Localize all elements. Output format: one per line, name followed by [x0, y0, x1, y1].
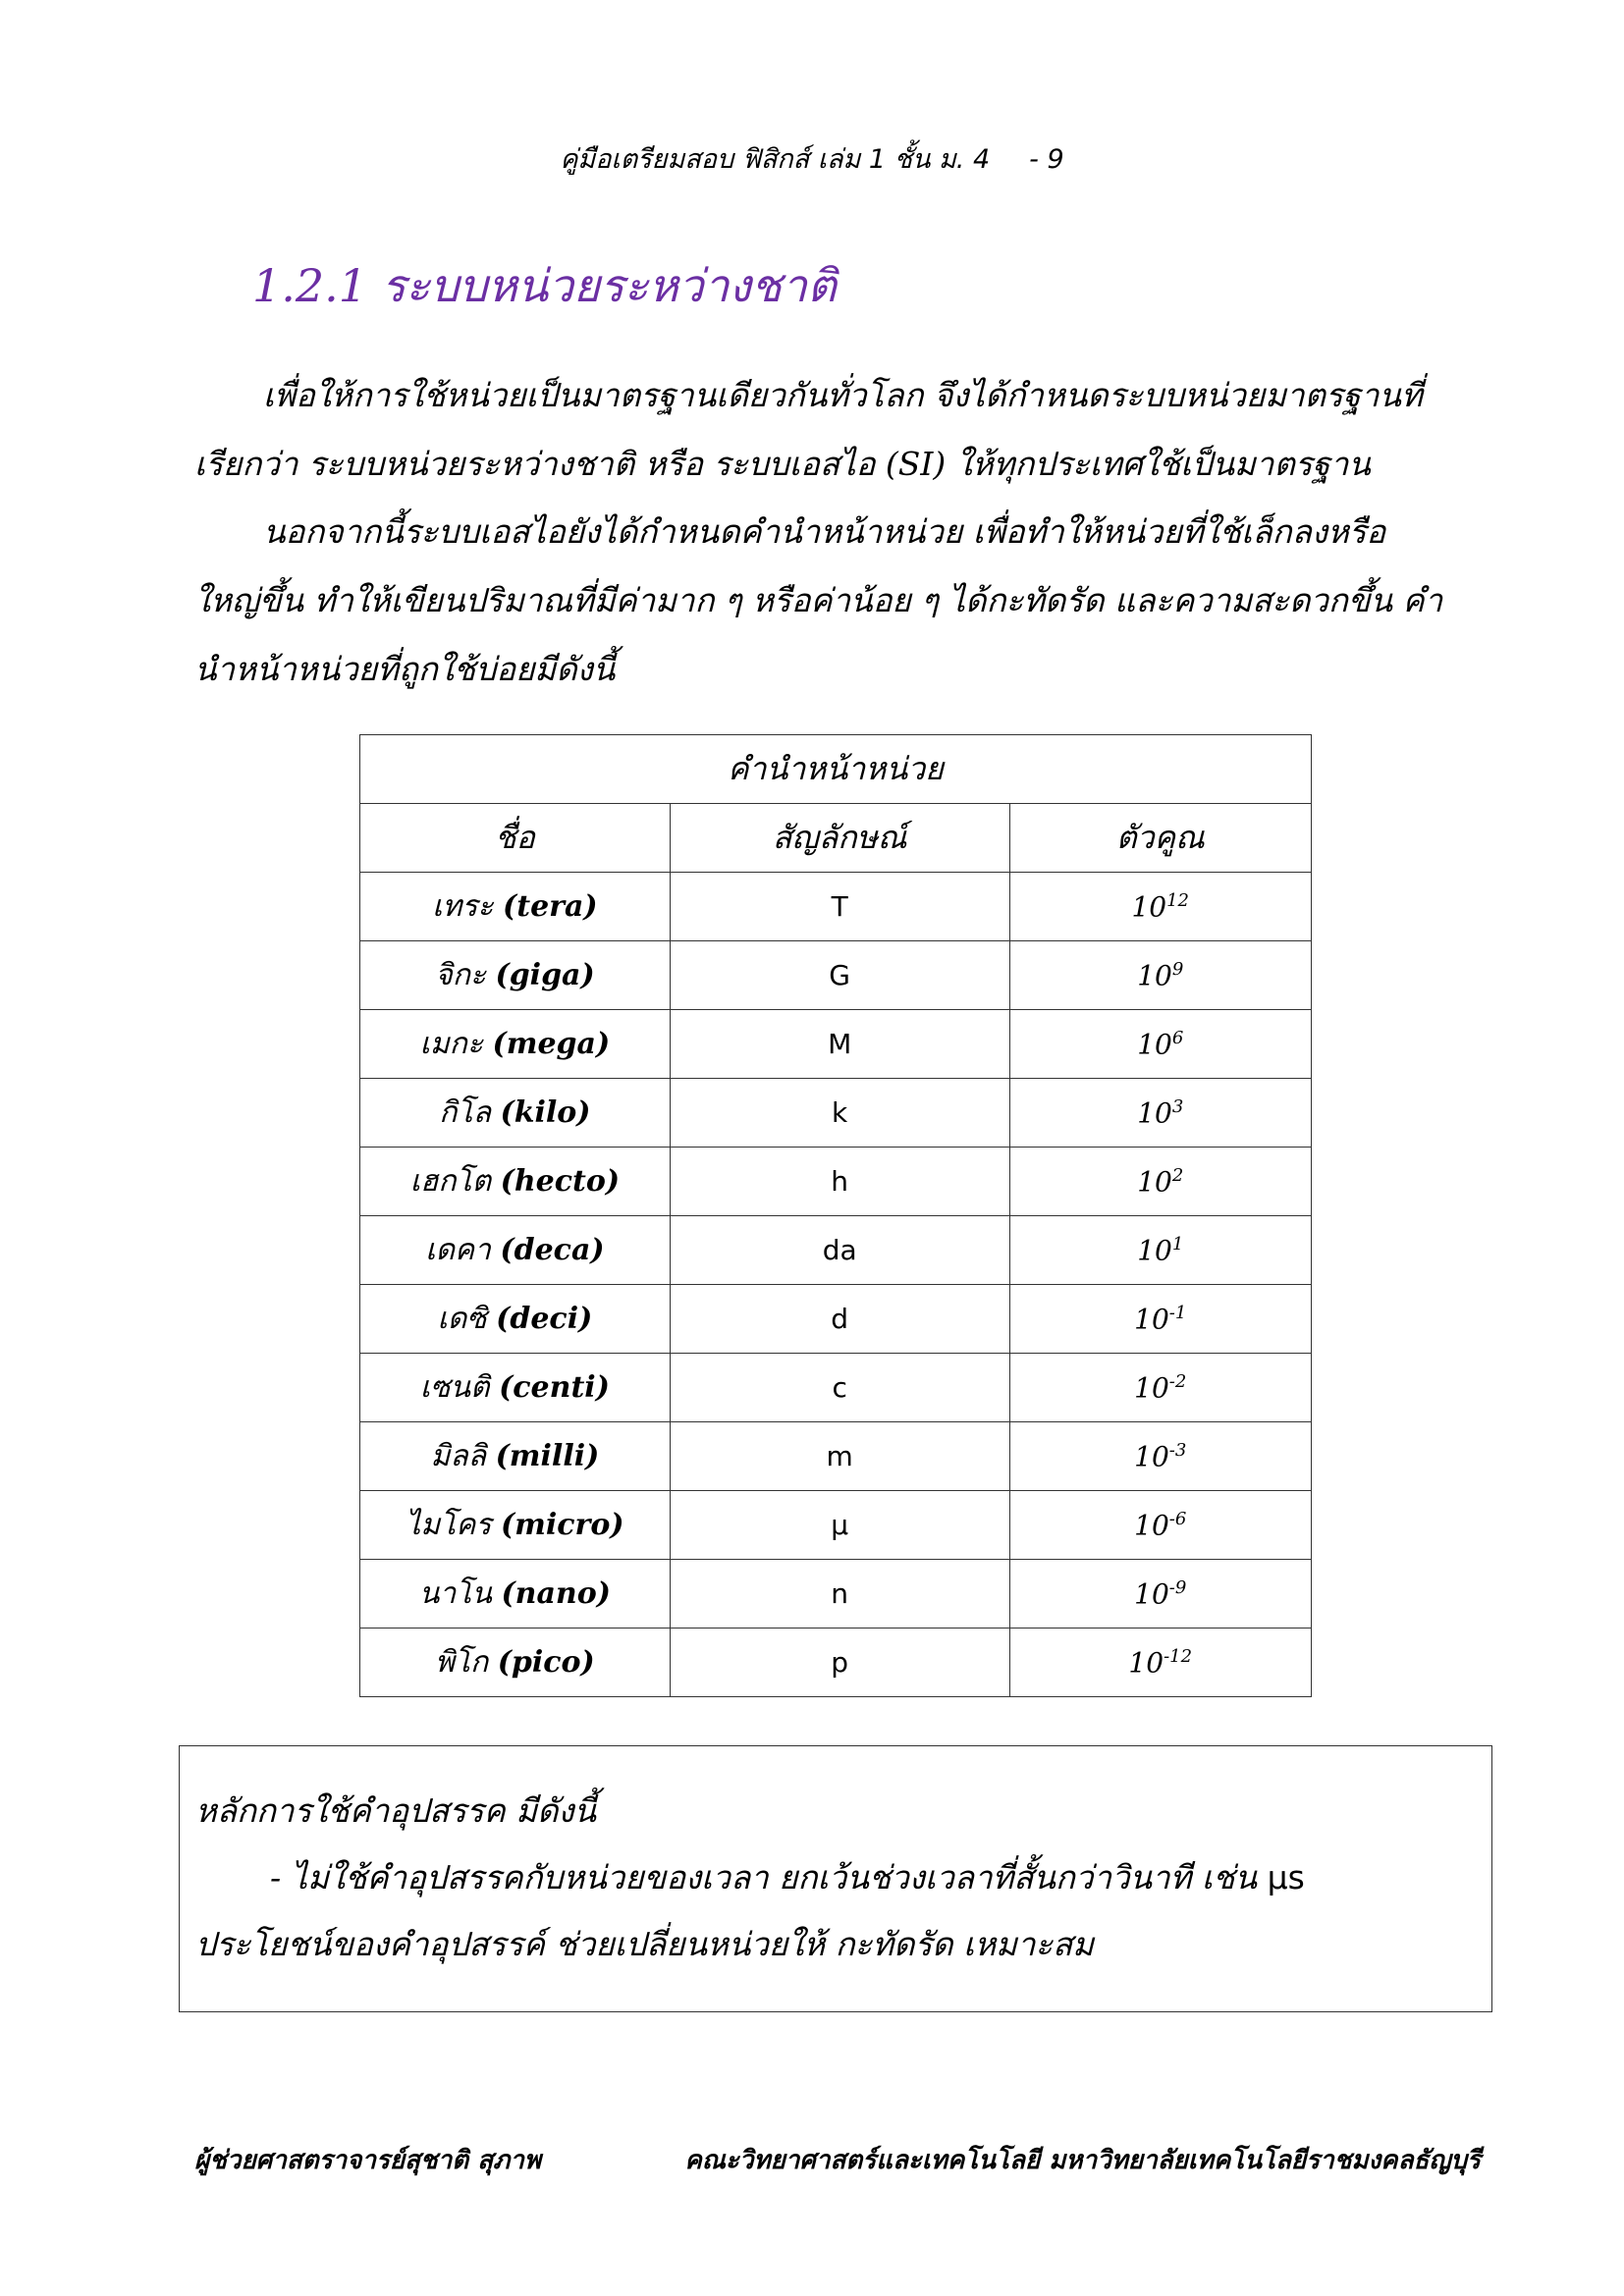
prefix-name-english: (nano) — [501, 1576, 611, 1611]
prefix-name-english: (micro) — [500, 1508, 624, 1542]
multiplier-exponent: 12 — [1166, 889, 1190, 911]
prefix-multiplier — [1009, 1010, 1312, 1079]
note-bullet-text: - ไม่ใช้คำอุปสรรคกับหน่วยของเวลา ยกเว้นช่วงเวลาที่สั้นกว่าวินาที เช่น — [270, 1858, 1258, 1896]
section-title: 1.2.1 ระบบหน่วยระหว่างชาติ — [252, 259, 837, 312]
multiplier-base: 10 — [1134, 1509, 1169, 1542]
multiplier-exponent: 3 — [1171, 1095, 1184, 1117]
paragraph-line: นำหน้าหน่วยที่ถูกใช้บ่อยมีดังนี้ — [194, 650, 616, 688]
prefix-name-thai: เซนติ — [419, 1370, 490, 1405]
prefix-symbol: k — [670, 1079, 1009, 1148]
page-number: - 9 — [1029, 144, 1064, 175]
prefix-name-thai: เดซิ — [437, 1302, 487, 1336]
prefix-multiplier — [1009, 1422, 1312, 1491]
prefix-name-english: (centi) — [499, 1370, 610, 1405]
prefix-name-cell — [360, 1079, 671, 1148]
prefix-name-thai: มิลลิ — [430, 1439, 487, 1473]
prefix-name-thai: นาโน — [418, 1576, 492, 1611]
prefix-name-english: (hecto) — [500, 1164, 621, 1199]
usage-note-box — [179, 1745, 1492, 2012]
table-row — [360, 941, 1312, 1010]
table-row — [360, 1079, 1312, 1148]
multiplier-base: 10 — [1137, 959, 1172, 992]
multiplier-exponent: 2 — [1171, 1164, 1184, 1186]
multiplier-base: 10 — [1128, 1646, 1164, 1680]
prefix-name-thai: เทระ — [432, 889, 494, 924]
multiplier-base: 10 — [1134, 1577, 1169, 1611]
prefix-name-english: (deci) — [496, 1302, 593, 1336]
prefix-name-thai: พิโก — [435, 1645, 489, 1680]
prefix-multiplier — [1009, 1560, 1312, 1629]
prefix-name-cell — [360, 1216, 671, 1285]
prefix-multiplier — [1009, 1285, 1312, 1354]
table-row — [360, 1491, 1312, 1560]
prefix-name-cell — [360, 873, 671, 941]
table-row — [360, 1560, 1312, 1629]
prefix-name-cell — [360, 1010, 671, 1079]
prefix-multiplier — [1009, 1079, 1312, 1148]
prefix-name-english: (tera) — [503, 889, 598, 924]
table-row — [360, 1216, 1312, 1285]
note-benefit: ประโยชน์ของคำอุปสรรค์ ช่วยเปลี่ยนหน่วยให้ กะทัดรัด เหมาะสม — [195, 1925, 1095, 1963]
paragraph-line: ใหญ่ขึ้น ทำให้เขียนปริมาณที่มีค่ามาก ๆ หรือค่าน้อย ๆ ได้กะทัดรัด และความสะดวกขึ้น คำ — [194, 581, 1443, 619]
multiplier-exponent: 9 — [1171, 958, 1184, 980]
prefix-name-thai: เฮกโต — [409, 1164, 492, 1199]
multiplier-base: 10 — [1137, 1028, 1172, 1061]
prefix-symbol: da — [670, 1216, 1009, 1285]
multiplier-exponent: -9 — [1168, 1576, 1187, 1598]
paragraph-line: เพื่อให้การใช้หน่วยเป็นมาตรฐานเดียวกันทั่วโลก จึงได้กำหนดระบบหน่วยมาตรฐานที่ — [263, 376, 1423, 414]
prefix-name-thai: จิกะ — [435, 958, 486, 992]
prefix-name-cell — [360, 941, 671, 1010]
footer-institution: คณะวิทยาศาสตร์และเทคโนโลยี มหาวิทยาลัยเทคโนโลยีราชมงคลธัญบุรี — [684, 2146, 1481, 2175]
prefix-symbol: h — [670, 1148, 1009, 1216]
prefix-multiplier — [1009, 1491, 1312, 1560]
multiplier-exponent: -1 — [1168, 1302, 1187, 1323]
page-header — [0, 137, 1624, 180]
prefix-multiplier — [1009, 1354, 1312, 1422]
multiplier-base: 10 — [1131, 890, 1167, 924]
prefix-multiplier — [1009, 873, 1312, 941]
table-row — [360, 873, 1312, 941]
multiplier-exponent: -12 — [1164, 1645, 1193, 1667]
column-header-multiplier: ตัวคูณ — [1009, 804, 1312, 873]
multiplier-exponent: 1 — [1171, 1233, 1184, 1255]
prefix-symbol: p — [670, 1629, 1009, 1697]
paragraph-intro — [194, 361, 1481, 499]
prefix-multiplier — [1009, 941, 1312, 1010]
note-bullet — [195, 1844, 1476, 1911]
prefix-table — [359, 734, 1312, 1697]
prefix-multiplier — [1009, 1629, 1312, 1697]
multiplier-exponent: -2 — [1168, 1370, 1187, 1392]
prefix-name-english: (kilo) — [500, 1095, 591, 1130]
table-caption: คำนำหน้าหน่วย — [360, 735, 1312, 804]
multiplier-exponent: -3 — [1168, 1439, 1187, 1461]
prefix-name-english: (pico) — [497, 1645, 595, 1680]
table-row — [360, 1422, 1312, 1491]
multiplier-base: 10 — [1137, 1165, 1172, 1199]
paragraph-line: เรียกว่า ระบบหน่วยระหว่างชาติ หรือ ระบบเอสไอ (SI) ให้ทุกประเทศใช้เป็นมาตรฐาน — [194, 445, 1371, 483]
prefix-name-cell — [360, 1148, 671, 1216]
prefix-name-thai: ไมโคร — [406, 1508, 492, 1542]
paragraph-prefix — [194, 498, 1481, 704]
note-example: μs — [1267, 1858, 1305, 1896]
prefix-name-english: (deca) — [500, 1233, 605, 1267]
header-text: คู่มือเตรียมสอบ ฟิสิกส์ เล่ม 1 ชั้น ม. 4 — [560, 144, 991, 175]
prefix-name-cell — [360, 1629, 671, 1697]
table-row — [360, 1285, 1312, 1354]
footer-author: ผู้ช่วยศาสตราจารย์สุชาติ สุภาพ — [194, 2146, 541, 2175]
prefix-symbol: c — [670, 1354, 1009, 1422]
prefix-name-cell — [360, 1354, 671, 1422]
page-footer — [194, 2140, 1481, 2180]
multiplier-exponent: 6 — [1171, 1027, 1184, 1048]
column-header-symbol: สัญลักษณ์ — [670, 804, 1009, 873]
prefix-multiplier — [1009, 1148, 1312, 1216]
prefix-symbol: M — [670, 1010, 1009, 1079]
multiplier-base: 10 — [1134, 1440, 1169, 1473]
prefix-symbol: n — [670, 1560, 1009, 1629]
column-header-name: ชื่อ — [360, 804, 671, 873]
multiplier-exponent: -6 — [1168, 1508, 1187, 1529]
prefix-name-english: (giga) — [495, 958, 595, 992]
multiplier-base: 10 — [1137, 1096, 1172, 1130]
table-row — [360, 1010, 1312, 1079]
prefix-name-cell — [360, 1560, 671, 1629]
prefix-name-cell — [360, 1491, 671, 1560]
multiplier-base: 10 — [1134, 1303, 1169, 1336]
multiplier-base: 10 — [1134, 1371, 1169, 1405]
multiplier-base: 10 — [1137, 1234, 1172, 1267]
prefix-symbol: G — [670, 941, 1009, 1010]
prefix-name-cell — [360, 1285, 671, 1354]
prefix-multiplier — [1009, 1216, 1312, 1285]
prefix-symbol: m — [670, 1422, 1009, 1491]
prefix-symbol: d — [670, 1285, 1009, 1354]
prefix-symbol: T — [670, 873, 1009, 941]
prefix-name-thai: เมกะ — [419, 1027, 483, 1061]
prefix-name-english: (milli) — [495, 1439, 600, 1473]
paragraph-line: นอกจากนี้ระบบเอสไอยังได้กำหนดคำนำหน้าหน่วย เพื่อทำให้หน่วยที่ใช้เล็กลงหรือ — [263, 512, 1386, 551]
prefix-name-thai: กิโล — [439, 1095, 491, 1130]
prefix-name-thai: เดคา — [425, 1233, 491, 1267]
table-row — [360, 1354, 1312, 1422]
note-title: หลักการใช้คำอุปสรรค มีดังนี้ — [195, 1791, 597, 1830]
table-row — [360, 1629, 1312, 1697]
table-row — [360, 1148, 1312, 1216]
prefix-name-cell — [360, 1422, 671, 1491]
prefix-name-english: (mega) — [492, 1027, 611, 1061]
prefix-symbol: μ — [670, 1491, 1009, 1560]
